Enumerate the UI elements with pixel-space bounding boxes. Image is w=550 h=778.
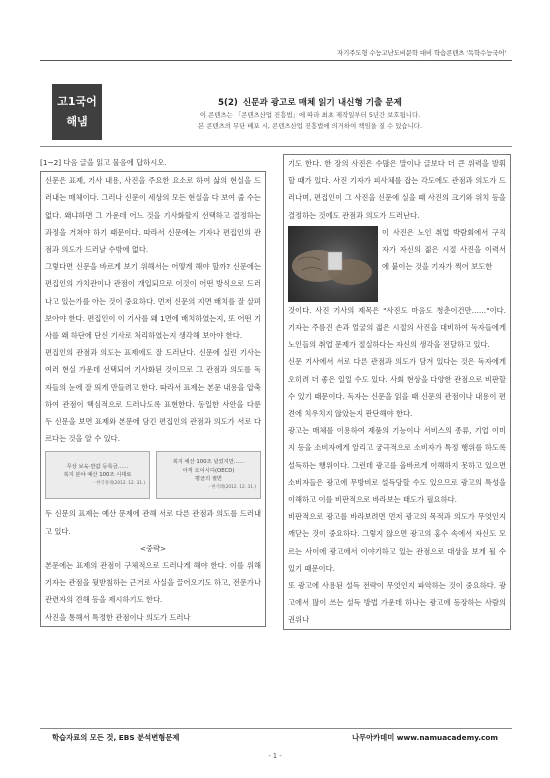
paragraph: 비판적으로 광고를 바라보려면 먼저 광고의 목적과 의도가 무엇인지 깨닫는 것이 중요하다. 그렇지 않으면 광고의 홍수 속에서 자신도 모르는 사이에 광고에서 이야기하고 있는 관점으로 대상을 보게 될 수 있기 때문이다. [288, 512, 506, 573]
left-column [40, 154, 266, 627]
grade-badge-line2: 해냄 [66, 115, 88, 128]
clipping-line: 복지 예산 100조 넘었지만…… [172, 459, 245, 466]
paragraph: 기도 한다. 한 장의 사진은 수많은 말이나 글보다 더 큰 위력을 발휘할 때가 있다. 사진 기자가 피사체를 잡는 각도에도 관점과 의도가 드러나며, 편집인이 그 사진을 신문에 실을 때 사진의 크기와 위치 등을 결정하는 것에도 관점과 의도가 드러난다. [288, 159, 506, 220]
headline-examples [45, 451, 261, 499]
grade-badge-line1: 고1국어 [57, 95, 97, 108]
series-title: 자기주도형 수능고난도비문학 대비 학습콘텐츠 '독학수능국어' [337, 49, 506, 57]
title-text: 신문과 광고로 매체 읽기 내신형 기출 문제 [242, 98, 402, 108]
paragraph: 본문에는 표제의 관점이 구체적으로 드러나게 해야 한다. 이를 위해 기자는 관점을 뒷받침하는 근거로 사실을 끌어오기도 하고, 전문가나 관련자의 견해 등을 제시하기도 한다. [45, 561, 261, 605]
paragraph: 신문 기사에서 서로 다른 관점과 의도가 담겨 있다는 것은 독자에게 오히려 더 좋은 일일 수도 있다. 사회 현상을 다양한 관점으로 비판할 수 있기 때문이다. 독자는 신문을 읽을 때 신문의 관점이나 내용이 편견에 치우치지 않았는지 판단해야 한다. [288, 357, 506, 419]
grade-badge [52, 84, 102, 140]
right-column [283, 154, 511, 630]
paragraph: 또 광고에 사용된 설득 전략이 무엇인지 파악하는 것이 중요하다. 광고에서 많이 쓰는 설득 방법 가운데 하나는 광고에 등장하는 사람의 권위나 [288, 581, 506, 625]
paragraph: 그렇다면 신문을 바르게 보기 위해서는 어떻게 해야 할까? 신문에는 편집인의 가치관이나 관점이 개입되므로 이것이 어떤 방식으로 드러나고 있는가를 아는 것이 중요하다. 먼저 신문의 지면 배치를 잘 살펴보아야 한다. 편집인이 이 기사를 왜 1면에 배치하였는지, 또 어떤 기사를 왜 하단에 단신 기사로 처리하였는지 생각해 보아야 한다. [45, 262, 261, 341]
passage-box-left [40, 171, 266, 627]
clipping-line: 복지 분야 예산 100조 시대로 [63, 472, 132, 479]
clipping-line: 무상 보육·반값 등록금…… [66, 463, 129, 470]
clipping-line: 아직 오이시디(OECD) [182, 467, 235, 474]
copyright-notice-2: 본 콘텐츠의 무단 배포 시, 콘텐츠산업 진흥법에 의거하여 책임을 질 수 있습니다. [198, 122, 422, 130]
copyright-notice-1: 이 콘텐츠는 「콘텐츠산업 진흥법」에 따라 최초 제작일부터 5년간 보호됩니다. [199, 111, 421, 119]
passage-box-right [283, 154, 511, 630]
paragraph: 사진을 통해서 특정한 관점이나 의도가 드러나 [45, 612, 191, 622]
clipping-source: - 한국경제(2012. 12. 31.) [93, 480, 145, 486]
footer-divider [40, 728, 512, 729]
clipping-source: - 한겨레(2012. 12. 31.) [208, 485, 256, 491]
newspaper-clipping-1 [45, 451, 150, 499]
photo-caption-text: 이 사진은 노인 취업 박람회에서 구직자가 자신의 젊은 시절 사진을 이력서에 붙이는 것을 기자가 찍어 보도한 [382, 227, 506, 272]
top-divider [40, 60, 512, 61]
omission-marker: <중략> [139, 543, 167, 553]
paragraph: 신문은 표제, 기사 내용, 사진을 주요한 요소로 하여 삶의 현실을 드러내는 매체이다. 그러나 신문이 세상의 모든 현실을 다 보여 줄 수는 없다. 왜냐하면 그 가운데 어느 것을 기사화할지 선택하고 결정하는 과정을 거쳐야 하기 때문이다. 따라서 신문에는 기자나 편집인의 관점과 의도가 드러날 수밖에 없다. [45, 176, 261, 255]
photo-block [288, 224, 506, 302]
paragraph: 것이다. 사진 기사의 제목은 "사진도 마음도 청춘이건만……"이다. 기자는 주름진 손과 얼굴의 젊은 시절의 사진을 대비하여 독자들에게 노인들의 취업 문제가 절실하다는 자신의 생각을 전달하고 있다. [288, 305, 506, 350]
news-photo-hands [288, 226, 378, 302]
paragraph: 편집인의 관점과 의도는 표제에도 잘 드러난다. 신문에 실린 기사는 여러 현실 가운데 선택되어 기사화된 것이므로 그 관점과 의도를 독자들의 눈에 잘 띄게 만들려고 한다. 따라서 표제는 본문 내용을 압축하여 관점이 핵심적으로 드러나도록 표현한다. 동일한 사안을 다룬 두 신문을 보면 표제와 본문에 담긴 편집인의 관점과 의도가 서로 다르다는 것을 알 수 있다. [45, 348, 261, 444]
page-number: - 1 - [268, 752, 282, 760]
question-instruction: [1~2] 다음 글을 읽고 물음에 답하시오. [40, 158, 167, 167]
footer-publisher: 나무아카데미 www.namuacademy.com [351, 733, 498, 742]
paragraph: 두 신문의 표제는 예산 문제에 관해 서로 다른 관점과 의도를 드러내고 있다. [45, 509, 261, 536]
header-divider [40, 146, 512, 147]
clipping-line: 평균의 절반 [194, 476, 223, 483]
page-title [110, 96, 510, 108]
paragraph: 광고는 매체를 이용하여 제품의 기능이나 서비스의 종류, 기업 이미지 등을 소비자에게 알리고 궁극적으로 소비자가 특정 행위를 하도록 설득하는 행위이다. 그런데 광고를 올바르게 이해하지 못하고 있으면 소비자들은 광고에 무방비로 설득당할 수도 있으므로 광고의 특성을 이해하고 이를 비판적으로 바라보는 태도가 필요하다. [288, 426, 506, 505]
footer-slogan: 학습자료의 모든 것, EBS 분석변형문제 [52, 733, 180, 742]
newspaper-clipping-2 [156, 451, 261, 499]
title-number: 5(2) [218, 98, 238, 108]
